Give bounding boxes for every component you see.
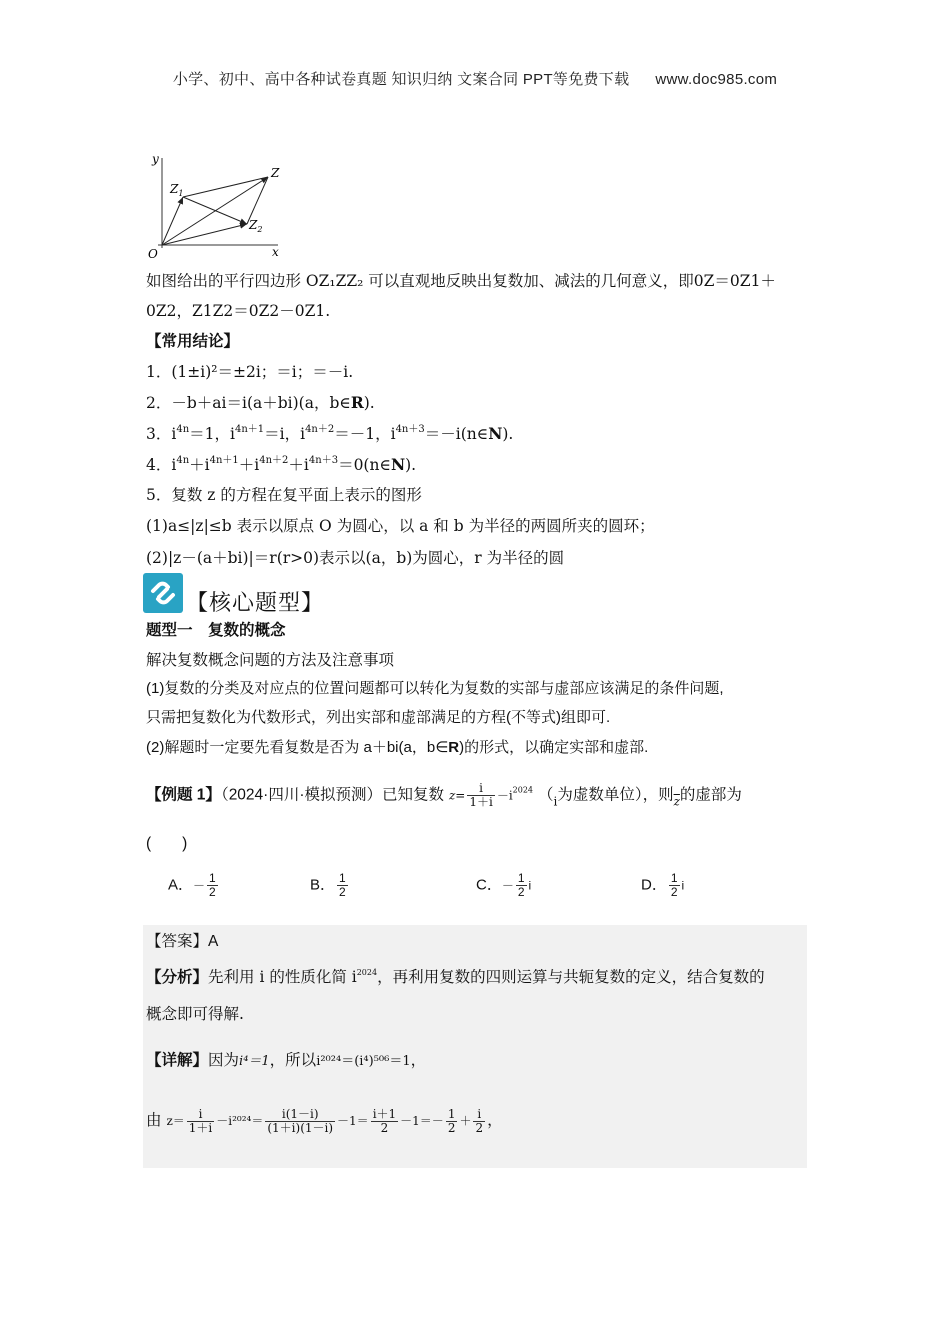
c2-text-a: 2．－b＋ai＝i(a＋bi)(a，b∈ (146, 394, 351, 412)
example-exp: 2024 (512, 785, 534, 795)
c3-exp2: 4n＋1 (234, 424, 265, 435)
y-label: y (152, 152, 159, 166)
option-c-sign: － (501, 878, 514, 893)
z2-letter: Z (249, 218, 258, 232)
final-eq: z＝ (166, 1114, 185, 1128)
final-frac-2 (265, 1108, 335, 1135)
final-f1m: －i²⁰²⁴＝ (216, 1114, 264, 1128)
x-label: x (272, 245, 279, 259)
option-c-label: C． (476, 876, 502, 894)
detail-line-2 (146, 1100, 503, 1141)
c4-exp4: 4n＋3 (308, 455, 339, 466)
oz2-edge (162, 224, 247, 245)
c4-f: ＝0(n∈ (338, 456, 391, 474)
final-frac-3 (371, 1108, 398, 1135)
option-a-sign: － (193, 878, 206, 893)
c3-a: 3．i (146, 425, 177, 443)
conclusion-5: 5．复数 z 的方程在复平面上表示的图形 (146, 486, 422, 504)
option-b-num: 1 (339, 871, 346, 885)
c4-c: ＋i (238, 456, 260, 474)
example-frac-den: 1＋i (469, 795, 493, 809)
final-f4n: 1 (447, 1106, 456, 1121)
option-b-frac (337, 872, 348, 899)
example-i-sym: i (553, 794, 558, 809)
method-p2b: )的形式，以确定实部和虚部. (459, 739, 649, 756)
example-eq: = (455, 788, 466, 803)
final-frac-5 (473, 1108, 485, 1135)
conclusion-1: 1．(1±i)²＝±2i；＝i；＝－i. (146, 363, 354, 381)
option-a[interactable] (168, 872, 220, 899)
method-real: R (448, 739, 460, 756)
header-site-link[interactable]: www.doc985.com (655, 71, 778, 88)
c3-c: ＝i，i (264, 425, 306, 443)
option-c-suffix: i (528, 878, 532, 893)
z2-label (248, 218, 262, 234)
c3-g: ). (502, 425, 514, 443)
z2-sub: 2 (257, 225, 263, 234)
option-a-den: 2 (209, 885, 216, 899)
z1z2-diagonal (183, 197, 247, 224)
option-b[interactable] (310, 872, 350, 899)
example-tail: 的虚部为 (679, 786, 742, 804)
option-b-label: B． (310, 876, 336, 894)
detail-a: 因为 (208, 1051, 240, 1069)
c4-exp1: 4n (176, 455, 190, 466)
option-b-den: 2 (339, 885, 346, 899)
final-f1n: i (187, 1108, 214, 1122)
option-d-den: 2 (670, 885, 678, 899)
c4-exp2: 4n＋1 (209, 455, 239, 466)
z-label: Z (271, 166, 280, 180)
parallelogram-figure (140, 150, 290, 262)
header-text: 小学、初中、高中各种试卷真题 知识归纳 文案合同 PPT等免费下载 (172, 71, 630, 88)
option-c-den: 2 (517, 885, 525, 899)
final-f2d: (1＋i)(1－i) (267, 1120, 334, 1135)
c4-b: ＋i (189, 456, 210, 474)
option-a-frac (207, 872, 218, 899)
analysis-label: 【分析】 (146, 969, 209, 986)
option-d-frac (669, 872, 680, 899)
option-d[interactable] (641, 872, 684, 899)
example-frac (467, 782, 494, 809)
option-a-label: A． (168, 876, 194, 894)
detail-i4: i⁴＝1 (239, 1054, 270, 1069)
final-f3d: 2 (380, 1120, 389, 1135)
page-header (0, 68, 950, 89)
example-i-open: （ (537, 786, 554, 804)
detail-you: 由 (146, 1111, 162, 1129)
option-d-label: D． (641, 876, 667, 894)
para-line-1: 如图给出的平行四边形 OZ₁ZZ₂ 可以直观地反映出复数加、减法的几何意义，即0Z＝0Z1＋ (146, 272, 776, 290)
example-paren: ( ) (146, 835, 188, 852)
method-p1b: 只需把复数化为代数形式，列出实部和虚部满足的方程(不等式)组即可. (146, 709, 611, 726)
c3-d: ＝－1，i (334, 425, 396, 443)
c3-exp4: 4n＋3 (395, 424, 425, 435)
option-d-num: 1 (670, 871, 678, 885)
final-f1d: 1＋i (188, 1120, 213, 1135)
link-icon (143, 573, 183, 613)
final-frac-1 (187, 1108, 214, 1135)
method-p1a: (1)复数的分类及对应点的位置问题都可以转化为复数的实部与虚部应该满足的条件问题, (146, 680, 724, 697)
c4-g: ). (405, 456, 417, 474)
example-1-stem (146, 782, 742, 813)
conclusion-5-1: (1)a≤|z|≤b 表示以原点 O 为圆心，以 a 和 b 为半径的两圆所夹的圆环； (146, 517, 655, 535)
conclusion-5-2: (2)|z－(a＋bi)|＝r(r>0)表示以(a，b)为圆心，r 为半径的圆 (146, 549, 565, 567)
analysis-exp: 2024 (356, 968, 378, 977)
example-zbar: z (673, 794, 680, 809)
method-title: 解决复数概念问题的方法及注意事项 (146, 652, 395, 669)
z1-label (169, 182, 183, 198)
detail-line-1 (146, 1049, 426, 1073)
final-f3m: －1＝－ (400, 1114, 444, 1128)
answer-text: 【答案】A (146, 933, 219, 950)
analysis-a: 先利用 i 的性质化简 i (208, 968, 357, 986)
origin-label: O (148, 247, 158, 261)
example-note: 为虚数单位），则 (557, 786, 674, 804)
option-a-num: 1 (209, 871, 216, 885)
conclusion-3 (146, 423, 513, 445)
c3-exp1: 4n (176, 424, 190, 435)
method-p2a: (2)解题时一定要先看复数是否为 a＋bi(a，b∈ (146, 739, 449, 756)
c3-f: ＝－i(n∈ (424, 425, 489, 443)
detail-c: i²⁰²⁴＝(i⁴)⁵⁰⁶＝1 (316, 1054, 411, 1069)
final-f3n: i＋1 (372, 1106, 397, 1121)
conclusion-4 (146, 454, 416, 476)
method-p2 (146, 737, 648, 759)
final-f5n: i (473, 1108, 485, 1122)
analysis-b: ，再利用复数的四则运算与共轭复数的定义，结合复数的 (377, 968, 765, 986)
option-d-suffix: i (681, 878, 685, 893)
c3-b: ＝1，i (189, 425, 235, 443)
final-f5d: 2 (475, 1120, 484, 1135)
option-c-frac (516, 872, 527, 899)
c2-real: R (350, 393, 364, 412)
c4-exp3: 4n＋2 (259, 455, 289, 466)
conclusions-title: 【常用结论】 (146, 333, 240, 350)
final-f4m: ＋ (459, 1114, 472, 1128)
detail-d: ， (410, 1051, 427, 1069)
final-f4d: 2 (447, 1120, 456, 1135)
conclusion-2 (146, 392, 375, 414)
option-c[interactable] (476, 872, 531, 899)
analysis-line-1 (146, 966, 765, 989)
example-source: （2024·四川·模拟预测）已知复数 (220, 786, 444, 804)
c3-naturals: N (488, 424, 503, 443)
final-f2n: i(1－i) (265, 1108, 335, 1122)
option-c-num: 1 (517, 871, 525, 885)
example-z: z (448, 788, 456, 803)
detail-b: ，所以 (269, 1051, 317, 1069)
core-types-title: 【核心题型】 (186, 590, 325, 615)
c4-naturals: N (390, 455, 406, 474)
c3-exp3: 4n＋2 (305, 424, 335, 435)
final-f2m: －1＝ (337, 1114, 369, 1128)
type1-title: 题型一 复数的概念 (146, 622, 286, 639)
final-frac-4 (446, 1108, 458, 1135)
example-frac-num: i (467, 782, 494, 796)
c4-d: ＋i (288, 456, 309, 474)
c4-a: 4．i (146, 456, 177, 474)
z1-sub: 1 (178, 189, 184, 198)
example-label: 【例题 1】 (146, 786, 221, 804)
z1z-edge (183, 177, 268, 197)
z1-letter: Z (170, 182, 179, 196)
c2-text-b: ). (363, 394, 375, 412)
analysis-line-2: 概念即可得解. (146, 1005, 244, 1023)
para-line-2: 0Z2，Z1Z2＝0Z2－0Z1. (146, 302, 331, 320)
example-minus-i: －i (496, 788, 513, 803)
final-end: ， (487, 1111, 503, 1129)
detail-label: 【详解】 (146, 1052, 209, 1069)
link-icon-glyph (143, 573, 183, 613)
